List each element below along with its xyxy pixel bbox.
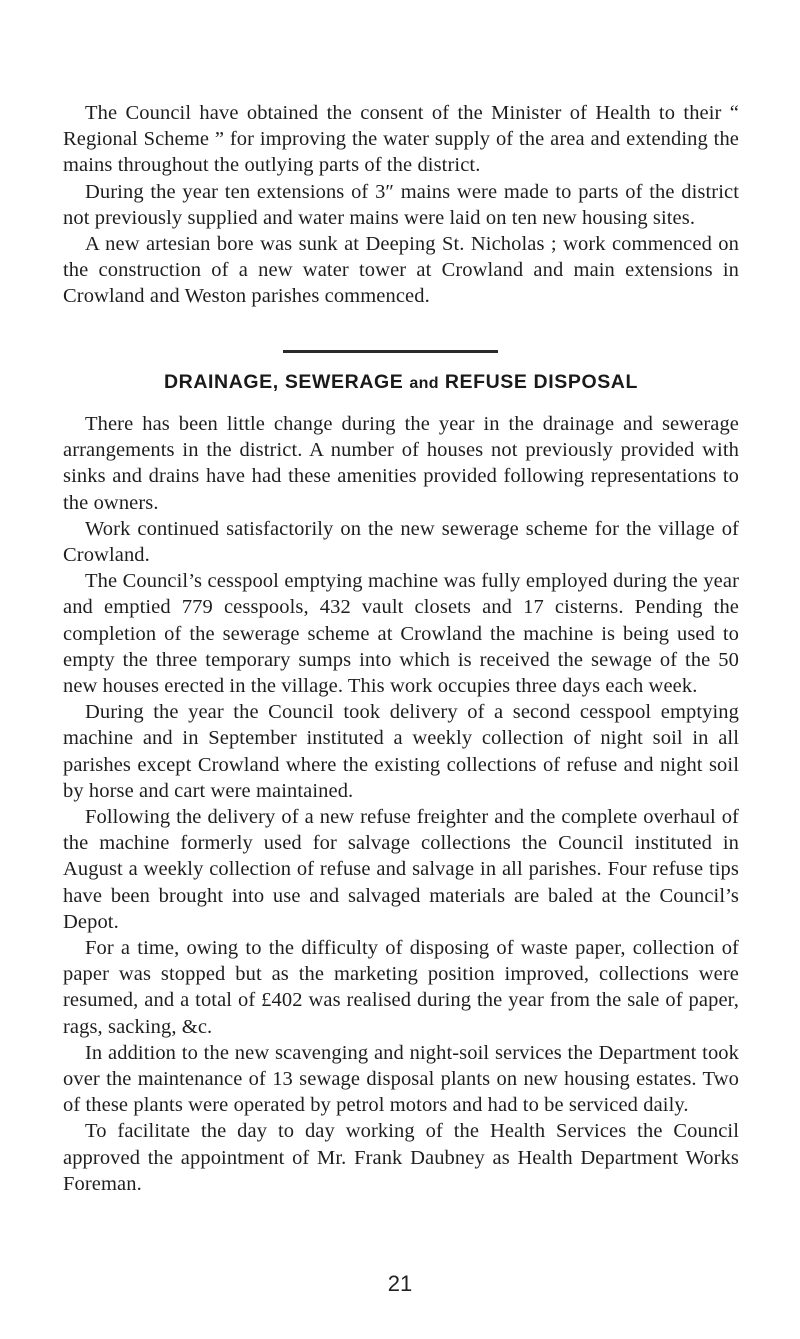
heading-connector: and [409,375,439,392]
heading-part-2: REFUSE DISPOSAL [444,371,639,393]
paragraph: Work continued satisfactorily on the new sewerage scheme for the village of Crowland. [63,517,739,567]
drainage-section-body [63,411,739,1197]
paragraph: To facilitate the day to day working of the Health Services the Council approved the appointment of Mr. Frank Daubney as Health Department Works Foreman. [63,1120,739,1195]
paragraph: There has been little change during the year in the drainage and sewerage arrangements in the district. A number of houses not previously provided with sinks and drains have had these amenities provided following representations to the owners. [63,413,739,514]
paragraph: The Council have obtained the consent of the Minister of Health to their “ Regional Scheme ” for improving the water supply of the area and extending the mains throughout the outlying parts of the district. [63,102,739,177]
paragraph: The Council’s cesspool emptying machine was fully employed during the year and emptied 779 cesspools, 432 vault closets and 17 cisterns. Pending the completion of the sewerage scheme at Crowland the machine is being used to empty the three temporary sumps into which is received the sewage of the 50 new houses erected in the village. This work occupies three days each week. [63,570,739,698]
paragraph: During the year ten extensions of 3″ mains were made to parts of the district not previously supplied and water mains were laid on ten new housing sites. [63,180,739,229]
paragraph: During the year the Council took delivery of a second cesspool emptying machine and in September instituted a weekly collection of night soil in all parishes except Crowland where the existing collections of refuse and night soil by horse and cart were maintained. [63,701,739,802]
paragraph: A new artesian bore was sunk at Deeping St. Nicholas ; work commenced on the construction of a new water tower at Crowland and main extensions in Crowland and Weston parishes commenced. [63,233,739,308]
page-number: 21 [387,1271,413,1296]
water-supply-section [63,100,739,310]
paragraph: Following the delivery of a new refuse freighter and the complete overhaul of the machine formerly used for salvage collections the Council instituted in August a weekly collection of refuse and salvage in all parishes. Four refuse tips have been brought into use and salvaged materials are baled at the Council’s Depot. [63,806,739,933]
section-divider [283,350,498,353]
section-heading [63,371,739,394]
paragraph: For a time, owing to the difficulty of disposing of waste paper, collection of paper was stopped but as the marketing position improved, collections were resumed, and a total of £402 was realised during the year from the sale of paper, rags, sacking, &c. [63,937,739,1038]
heading-part-1: DRAINAGE, SEWERAGE [163,371,404,393]
paragraph: In addition to the new scavenging and night-soil services the Department took over the maintenance of 13 sewage disposal plants on new housing estates. Two of these plants were operated by petrol motors and had to be serviced daily. [63,1041,739,1117]
